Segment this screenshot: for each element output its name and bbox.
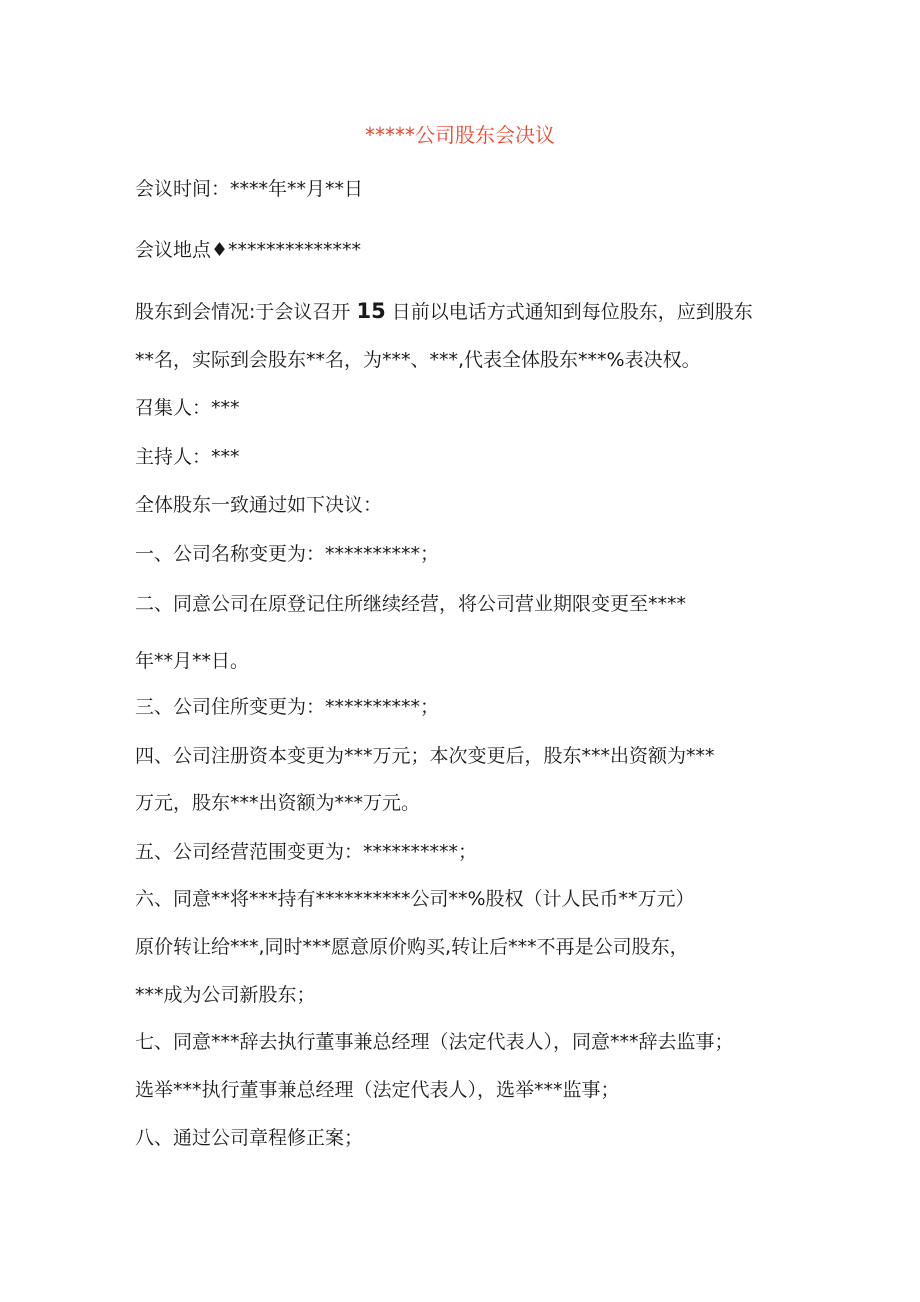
resolution-item: 五、公司经营范围变更为：**********；: [135, 841, 478, 863]
host: 主持人：***: [135, 446, 240, 468]
meeting-time: 会议时间：****年**月**日: [135, 178, 364, 200]
resolution-intro: 全体股东一致通过如下决议：: [135, 494, 383, 516]
resolution-item: 年**月**日。: [135, 650, 250, 672]
meeting-place: 会议地点♦**************: [135, 239, 362, 261]
attendance-line-2: **名，实际到会股东**名，为***、***,代表全体股东***%表决权。: [135, 349, 701, 371]
resolution-item: 四、公司注册资本变更为***万元；本次变更后，股东***出资额为***: [135, 745, 715, 767]
resolution-item: 万元，股东***出资额为***万元。: [135, 792, 421, 814]
attendance-line-1: [135, 297, 753, 326]
attendance-suffix: 日前以电话方式通知到每位股东，应到股东: [385, 301, 753, 323]
convener: 召集人：***: [135, 397, 240, 419]
attendance-days: 15: [356, 299, 386, 323]
resolution-item: 八、通过公司章程修正案；: [135, 1127, 364, 1149]
resolution-item: ***成为公司新股东；: [135, 984, 316, 1006]
resolution-item: 一、公司名称变更为：**********；: [135, 543, 440, 565]
resolution-item: 选举***执行董事兼总经理（法定代表人），选举***监事；: [135, 1079, 620, 1101]
resolution-item: 原价转让给***,同时***愿意原价购买,转让后***不再是公司股东，: [135, 936, 689, 958]
document-title: *****公司股东会决议: [365, 123, 555, 147]
resolution-item: 六、同意**将***持有**********公司**%股权（计人民币**万元）: [135, 888, 695, 910]
resolution-item: 二、同意公司在原登记住所继续经营，将公司营业期限变更至****: [135, 593, 687, 615]
resolution-item: 三、公司住所变更为：**********；: [135, 696, 440, 718]
attendance-prefix: 股东到会情况:于会议召开: [135, 301, 357, 323]
resolution-item: 七、同意***辞去执行董事兼总经理（法定代表人），同意***辞去监事；: [135, 1031, 734, 1053]
